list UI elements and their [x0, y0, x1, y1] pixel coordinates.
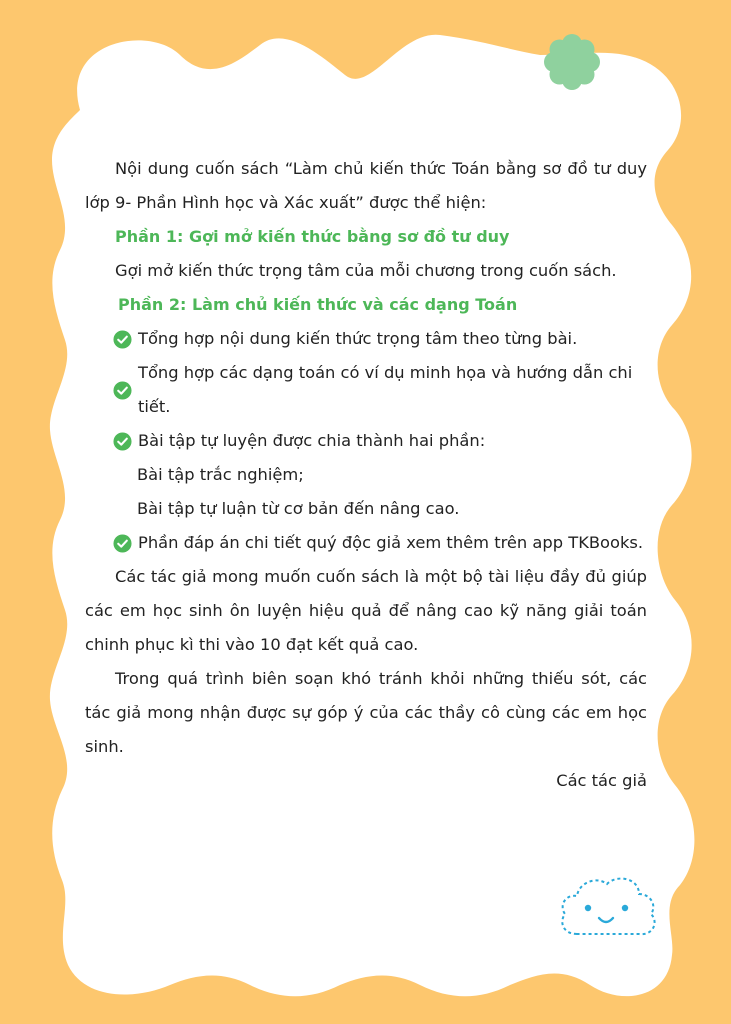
check-circle-icon	[113, 330, 132, 349]
check-circle-icon	[113, 432, 132, 451]
sub-item: Bài tập tự luận từ cơ bản đến nâng cao.	[137, 499, 460, 518]
check-circle-icon	[113, 381, 132, 400]
part2-heading: Phần 2: Làm chủ kiến thức và các dạng Toán	[118, 295, 518, 314]
flower-icon	[540, 30, 604, 94]
goal-paragraph: Các tác giả mong muốn cuốn sách là một bộ tài liệu đầy đủ giúp các em học sinh ôn luyện hiệu quả để nâng cao kỹ năng giải toán chinh phục kì thi vào 10 đạt kết quả cao.	[85, 567, 647, 654]
bullet-text: Bài tập tự luyện được chia thành hai phần:	[138, 431, 486, 450]
smiling-cloud-icon	[555, 872, 660, 944]
intro-paragraph: Nội dung cuốn sách “Làm chủ kiến thức Toán bằng sơ đồ tư duy lớp 9- Phần Hình học và Xác xuất” được thể hiện:	[85, 159, 647, 212]
part1-heading: Phần 1: Gợi mở kiến thức bằng sơ đồ tư duy	[115, 227, 510, 246]
check-circle-icon	[113, 534, 132, 553]
bullet-text: Phần đáp án chi tiết quý độc giả xem thêm trên app TKBooks.	[138, 533, 644, 552]
preface-content	[85, 152, 647, 798]
sub-item: Bài tập trắc nghiệm;	[137, 465, 304, 484]
bullet-item	[113, 526, 647, 560]
bullet-item	[113, 322, 647, 356]
feedback-paragraph: Trong quá trình biên soạn khó tránh khỏi những thiếu sót, các tác giả mong nhận được sự góp ý của các thầy cô cùng các em học sinh.	[85, 669, 647, 756]
part1-text: Gợi mở kiến thức trọng tâm của mỗi chương trong cuốn sách.	[115, 261, 617, 280]
bullet-text: Tổng hợp các dạng toán có ví dụ minh họa và hướng dẫn chi tiết.	[138, 363, 633, 416]
bullet-item	[113, 424, 647, 458]
bullet-text: Tổng hợp nội dung kiến thức trọng tâm theo từng bài.	[138, 329, 578, 348]
bullet-item	[113, 356, 647, 424]
signature: Các tác giả	[556, 771, 647, 790]
